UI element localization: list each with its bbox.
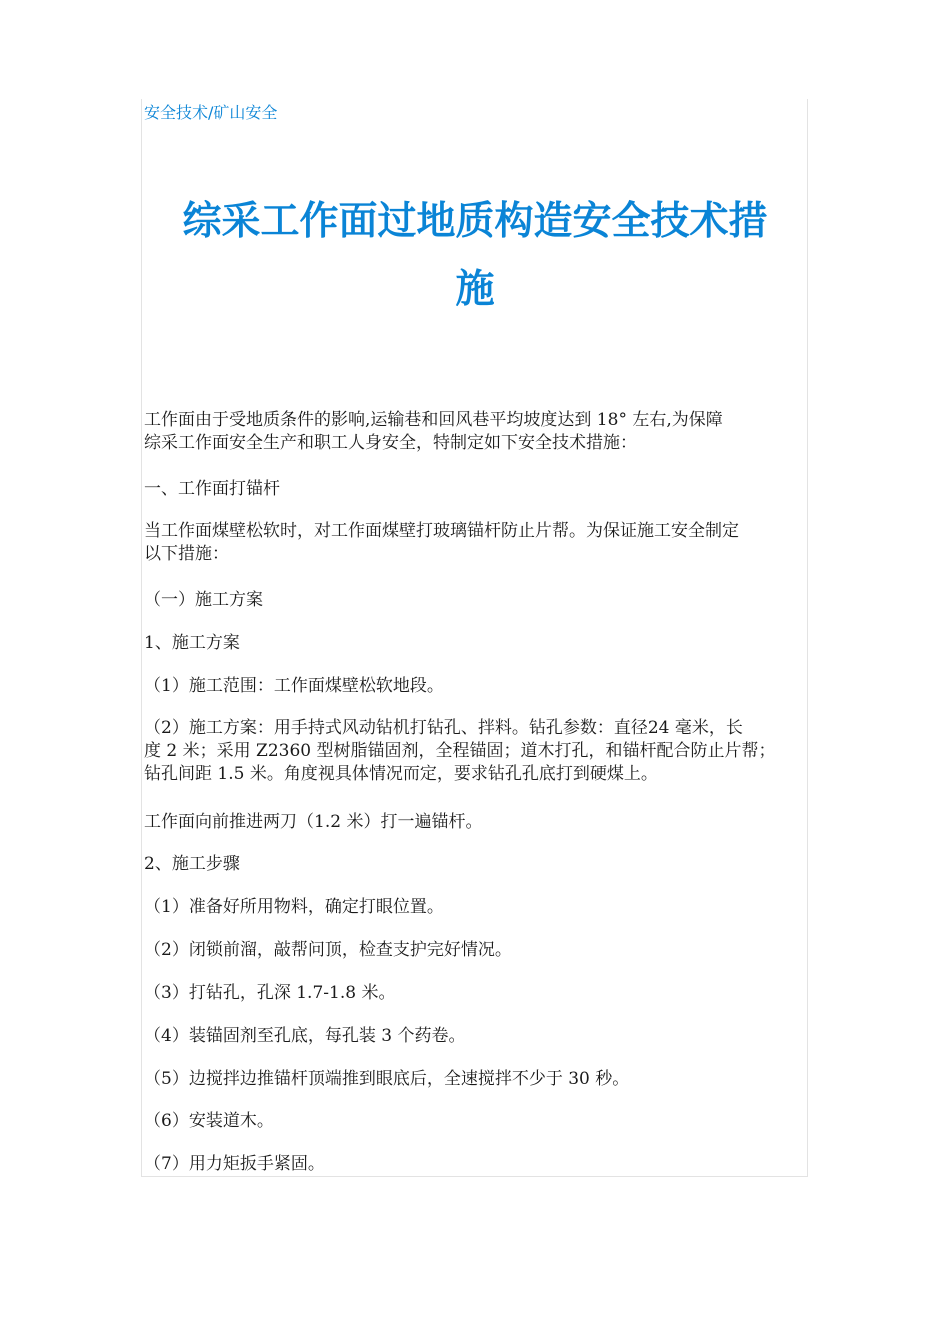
text-line: （一）施工方案 xyxy=(144,590,263,610)
heading-section-1 xyxy=(144,478,806,501)
text-line: （2）闭锁前溜，敲帮问顶，检查支护完好情况。 xyxy=(144,940,512,960)
category-breadcrumb: 安全技术/矿山安全 xyxy=(144,103,278,122)
title-line-1: 综采工作面过地质构造安全技术措 xyxy=(182,199,768,244)
text-line: （1）施工范围：工作面煤壁松软地段。 xyxy=(144,676,444,696)
step-7 xyxy=(144,1153,806,1176)
text-line: 当工作面煤壁松软时，对工作面煤壁打玻璃锚杆防止片帮。为保证施工安全制定 xyxy=(144,521,739,541)
text-line: 一、工作面打锚杆 xyxy=(144,479,280,499)
paragraph-plan xyxy=(144,717,806,786)
text-line: （5）边搅拌边推锚杆顶端推到眼底后，全速搅拌不少于 30 秒。 xyxy=(144,1069,630,1089)
heading-subsection xyxy=(144,589,806,612)
document-title xyxy=(150,188,800,324)
step-2 xyxy=(144,939,806,962)
text-line: 工作面向前推进两刀（1.2 米）打一遍锚杆。 xyxy=(144,812,483,832)
text-line: 2、施工步骤 xyxy=(144,854,240,874)
step-6 xyxy=(144,1110,806,1133)
text-line: 工作面由于受地质条件的影响,运输巷和回风巷平均坡度达到 18° 左右,为保障 xyxy=(144,410,723,430)
text-line: 综采工作面安全生产和职工人身安全，特制定如下安全技术措施： xyxy=(144,433,637,453)
step-5 xyxy=(144,1068,806,1091)
step-1 xyxy=(144,896,806,919)
text-line: （7）用力矩扳手紧固。 xyxy=(144,1154,325,1174)
heading-item-2 xyxy=(144,853,806,876)
text-line: （2）施工方案：用手持式风动钻机打钻孔、拌料。钻孔参数：直径24 毫米，长 xyxy=(144,718,743,738)
paragraph-intro xyxy=(144,409,806,455)
text-line: 度 2 米；采用 Z2360 型树脂锚固剂，全程锚固；道木打孔，和锚杆配合防止片帮； xyxy=(144,741,776,761)
text-line: 1、施工方案 xyxy=(144,633,240,653)
text-line: （3）打钻孔，孔深 1.7-1.8 米。 xyxy=(144,983,396,1003)
step-4 xyxy=(144,1025,806,1048)
text-line: 钻孔间距 1.5 米。角度视具体情况而定，要求钻孔孔底打到硬煤上。 xyxy=(144,764,658,784)
paragraph-section-1 xyxy=(144,520,806,566)
text-line: （4）装锚固剂至孔底，每孔装 3 个药卷。 xyxy=(144,1026,466,1046)
paragraph-scope xyxy=(144,675,806,698)
step-3 xyxy=(144,982,806,1005)
paragraph-advance xyxy=(144,811,806,834)
text-line: 以下措施： xyxy=(144,544,229,564)
text-line: （1）准备好所用物料，确定打眼位置。 xyxy=(144,897,444,917)
title-line-2: 施 xyxy=(455,267,495,312)
text-line: （6）安装道木。 xyxy=(144,1111,274,1131)
heading-item-1 xyxy=(144,632,806,655)
